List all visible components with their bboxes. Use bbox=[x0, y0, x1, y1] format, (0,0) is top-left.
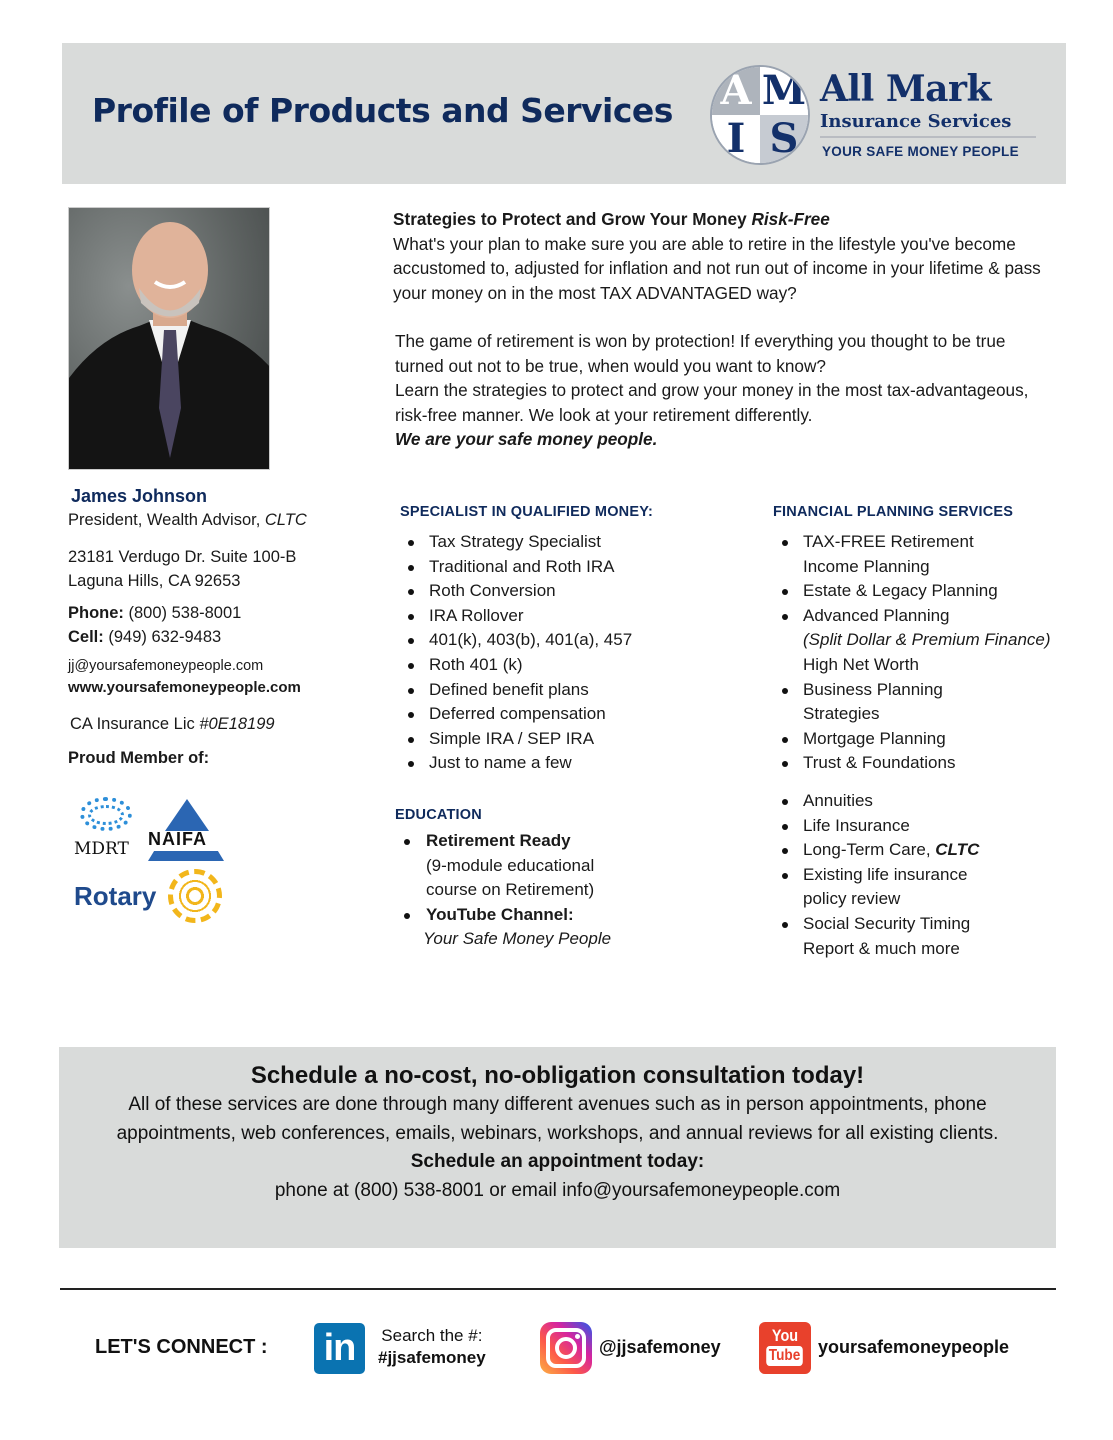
education-list bbox=[395, 829, 715, 952]
mdrt-logo: MDRT bbox=[74, 795, 138, 861]
connect-label: LET'S CONNECT : bbox=[95, 1336, 268, 1358]
cta-subtitle: Schedule an appointment today: bbox=[410, 1151, 705, 1172]
linkedin-icon[interactable]: in bbox=[314, 1323, 365, 1374]
list-item[interactable]: YouTube Channel: Your Safe Money People bbox=[395, 903, 715, 952]
list-item: Life Insurance bbox=[773, 814, 1063, 839]
advisor-photo bbox=[68, 207, 270, 470]
advisor-website-link[interactable]: www.yoursafemoneypeople.com bbox=[68, 679, 301, 696]
cell-line[interactable]: Cell: (949) 632-9483 bbox=[68, 628, 222, 646]
footer-divider bbox=[60, 1288, 1056, 1290]
list-item: Business Planning Strategies bbox=[773, 678, 1063, 727]
consultation-banner bbox=[59, 1047, 1056, 1248]
logo-tagline: YOUR SAFE MONEY PEOPLE bbox=[822, 144, 1019, 159]
advisor-role: President, Wealth Advisor, CLTC bbox=[68, 511, 307, 529]
intro-paragraph-2: The game of retirement is won by protection! If everything you thought to be true turned out not to be true, when would you want to know? Learn the strategies to protect and grow your money in the most tax-advantageous, risk-free manner. We look at your retirement differently. We are your safe money people. bbox=[395, 331, 1029, 449]
advisor-name: James Johnson bbox=[71, 486, 208, 506]
advisor-contact bbox=[68, 484, 368, 769]
cta-body: All of these services are done through many different avenues such as in person appointments, phone appointments, web conferences, emails, webinars, workshops, and annual reviews for all existing clients. bbox=[116, 1094, 999, 1144]
list-item: Mortgage Planning bbox=[773, 727, 1063, 752]
list-item: IRA Rollover bbox=[399, 604, 729, 629]
list-item: Roth 401 (k) bbox=[399, 653, 729, 678]
naifa-triangle-icon bbox=[165, 799, 209, 831]
cta-contact[interactable]: phone at (800) 538-8001 or email info@yoursafemoneypeople.com bbox=[274, 1180, 841, 1201]
intro-text bbox=[393, 207, 1053, 452]
list-item: Retirement Ready (9-module educational course on Retirement) bbox=[395, 829, 715, 903]
section-heading: EDUCATION bbox=[395, 807, 482, 823]
insurance-license: CA Insurance Lic #0E18199 bbox=[70, 715, 275, 733]
logo-divider bbox=[820, 136, 1036, 138]
youtube-icon[interactable]: You Tube bbox=[759, 1322, 811, 1374]
advisor-address: 23181 Verdugo Dr. Suite 100-B Laguna Hills, CA 92653 bbox=[68, 548, 297, 590]
naifa-logo: NAIFA bbox=[148, 799, 226, 861]
section-heading: SPECIALIST IN QUALIFIED MONEY: bbox=[400, 504, 654, 520]
list-item: Estate & Legacy Planning bbox=[773, 579, 1063, 604]
linkedin-hashtag[interactable]: Search the #: #jjsafemoney bbox=[378, 1326, 486, 1367]
instagram-handle[interactable]: @jjsafemoney bbox=[599, 1337, 721, 1357]
header-band bbox=[62, 43, 1066, 184]
membership-badges bbox=[72, 793, 237, 933]
list-item: Simple IRA / SEP IRA bbox=[399, 727, 729, 752]
logo-subtitle: Insurance Services bbox=[820, 111, 1012, 132]
list-item: Annuities bbox=[773, 789, 1063, 814]
intro-paragraph-1: Strategies to Protect and Grow Your Money Risk-Free What's your plan to make sure you are able to retire in the lifestyle you've become accustomed to, adjusted for inflation and not run out of income in your lifetime & pass your money on in the most TAX ADVANTAGED way? bbox=[393, 209, 1041, 303]
insurance-services-list bbox=[773, 789, 1063, 961]
membership-label: Proud Member of: bbox=[68, 749, 210, 767]
youtube-channel[interactable]: yoursafemoneypeople bbox=[818, 1337, 1010, 1357]
section-heading: FINANCIAL PLANNING SERVICES bbox=[773, 504, 1014, 520]
list-item: Roth Conversion bbox=[399, 579, 729, 604]
advisor-phones bbox=[68, 601, 368, 649]
list-item: TAX-FREE Retirement Income Planning bbox=[773, 530, 1063, 579]
ams-monogram-icon: A M I S bbox=[710, 65, 810, 165]
list-item: Long-Term Care, CLTC bbox=[773, 838, 1063, 863]
list-item: Trust & Foundations bbox=[773, 751, 1063, 776]
list-item: Tax Strategy Specialist bbox=[399, 530, 729, 555]
financial-planning-list bbox=[773, 530, 1063, 776]
logo-name: All Mark bbox=[820, 68, 991, 110]
list-item: Advanced Planning (Split Dollar & Premium Finance) High Net Worth bbox=[773, 604, 1063, 678]
education-section bbox=[395, 807, 715, 952]
company-logo bbox=[710, 63, 1040, 167]
list-item: 401(k), 403(b), 401(a), 457 bbox=[399, 628, 729, 653]
qualified-money-list bbox=[399, 530, 729, 776]
list-item: Deferred compensation bbox=[399, 702, 729, 727]
list-item: Traditional and Roth IRA bbox=[399, 555, 729, 580]
phone-line[interactable]: Phone: (800) 538-8001 bbox=[68, 604, 242, 622]
list-item: Defined benefit plans bbox=[399, 678, 729, 703]
financial-planning-section bbox=[773, 504, 1063, 776]
cta-title: Schedule a no-cost, no-obligation consultation today! bbox=[250, 1062, 865, 1089]
list-item: Social Security Timing Report & much more bbox=[773, 912, 1063, 961]
portrait-image bbox=[69, 208, 270, 470]
list-item: Existing life insurance policy review bbox=[773, 863, 1063, 912]
instagram-icon[interactable] bbox=[540, 1322, 592, 1374]
advisor-email-link[interactable]: jj@yoursafemoneypeople.com bbox=[68, 658, 264, 674]
rotary-logo-text: Rotary bbox=[74, 881, 157, 911]
list-item: Just to name a few bbox=[399, 751, 729, 776]
intro-closing: We are your safe money people. bbox=[395, 429, 658, 449]
page-title: Profile of Products and Services bbox=[92, 91, 673, 130]
qualified-money-section bbox=[399, 504, 729, 776]
insurance-services-section bbox=[773, 789, 1063, 961]
rotary-wheel-icon bbox=[168, 869, 222, 923]
